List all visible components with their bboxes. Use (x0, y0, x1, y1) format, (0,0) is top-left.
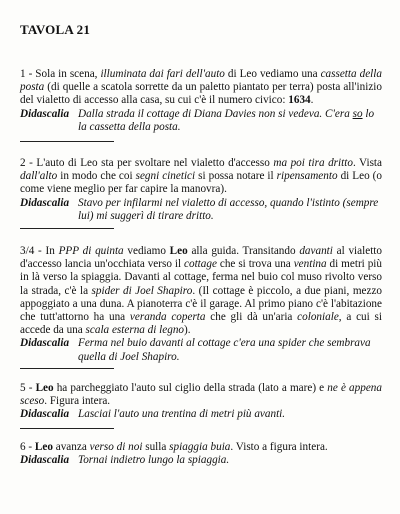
didascalia-label: Didascalia (20, 454, 70, 467)
text-run: sulla (142, 441, 170, 453)
text-run: (di quelle a scatola sorrette da un paletto piantato per terra) posta all'inizio del vialetto di accesso alla casa, su cui c'è il numero civico: (20, 81, 382, 107)
text-run: . Figura intera. (44, 395, 111, 408)
didascalia-text (78, 337, 382, 363)
text-run: 2 - L'auto di Leo sta per svoltare nel vialetto d'accesso (20, 157, 274, 169)
text-run: si possa notare il (195, 170, 277, 183)
text-run: spider di Joel Shapiro (91, 284, 193, 297)
text-run: Ferma nel buio davanti al cottage c'era una spider che sembrava quella di Joel Shapiro. (78, 337, 371, 363)
text-run: vediamo (123, 245, 170, 257)
text-run: . Vista (352, 157, 382, 169)
text-run: avanza (52, 441, 90, 453)
text-run: cottage (184, 258, 217, 271)
text-run: Stavo per infilarmi nel vialetto di accesso, quando l'istinto (sempre lui) mi suggerì di tirare dritto. (78, 196, 379, 222)
scene-1 (20, 68, 382, 134)
text-run: segni cinetici (135, 170, 196, 183)
text-run: Lasciai l'auto una trentina di metri più avanti. (78, 408, 286, 421)
text-run: Leo (169, 245, 188, 257)
text-run: di Leo vediamo una (224, 68, 321, 80)
scene-2 (20, 157, 382, 223)
text-run: . (310, 94, 314, 107)
scene-3-4 (20, 245, 382, 364)
separator-line (20, 228, 114, 229)
scene-5 (20, 382, 382, 422)
scene-6-text (20, 441, 382, 454)
text-run: di Leo (o come viene meglio per far capire la manovra). (20, 170, 382, 196)
didascalia-label: Didascalia (20, 408, 70, 421)
text-run: . (Il cottage è piccolo, a due piani, mezzo appoggiato a una duna. A pianoterra c'è il garage. Al primo piano c'è l'abitazione che tutt'attorno ha una (20, 284, 383, 324)
separator-line (20, 141, 114, 142)
text-run: ma poi tira dritto (273, 157, 353, 169)
text-run: spiaggia buia (169, 441, 231, 453)
scene-5-didascalia (20, 408, 382, 421)
text-run: Tornai indietro lungo la spiaggia. (78, 454, 230, 467)
text-run: 3/4 - In (20, 245, 59, 257)
didascalia-label: Didascalia (20, 107, 70, 120)
didascalia-text (78, 454, 382, 467)
scene-3-4-didascalia (20, 337, 382, 363)
scene-5-text (20, 382, 382, 408)
text-run: di metri più in là verso la spiaggia. Davanti al cottage, ferma nel buio col muso rivolto verso la strada, c'è la (20, 258, 382, 297)
text-run: che si trova una (216, 258, 294, 271)
text-run: 6 - (20, 441, 35, 453)
text-run: ne è appena sceso (20, 382, 382, 408)
didascalia-label: Didascalia (20, 196, 70, 209)
scene-2-text (20, 157, 382, 197)
text-run: al vialetto d'accesso lancia un'occhiata verso il (20, 245, 383, 271)
scene-2-didascalia (20, 197, 382, 223)
scene-1-text (20, 68, 382, 108)
text-run: veranda coperta (129, 311, 206, 324)
text-run: ripensamento (276, 170, 338, 183)
text-run: PPP di quinta (58, 245, 124, 257)
didascalia-text (78, 197, 382, 223)
didascalia-label: Didascalia (20, 337, 70, 350)
didascalia-text (78, 108, 382, 134)
text-run: ha parcheggiato l'auto sul ciglio della strada (lato a mare) e (53, 382, 328, 394)
text-run: alla guida. Transitando (187, 245, 300, 257)
scene-6 (20, 441, 382, 467)
text-run: in modo che coi (57, 170, 136, 183)
text-run: illuminata dai fari dell'auto (100, 68, 225, 80)
page-title: TAVOLA 21 (20, 22, 91, 37)
text-run: che gli dà un'aria (205, 311, 298, 324)
text-run: so (352, 107, 363, 120)
text-run: 1 - Sola in scena, (20, 68, 101, 80)
text-run: Leo (34, 441, 53, 453)
text-run: coloniale (297, 311, 339, 324)
text-run: verso di noi (89, 441, 143, 453)
text-run: cassetta della posta (20, 68, 382, 94)
text-run: ). (184, 324, 191, 337)
text-run: 1634 (288, 94, 311, 107)
text-run: lo la cassetta della posta. (78, 107, 375, 133)
scene-3-4-text (20, 245, 382, 337)
text-run: Dalla strada il cottage di Diana Davies non si vedeva. C'era (78, 107, 353, 120)
text-run: , a cui si accede da una (20, 311, 382, 337)
text-run: Leo (35, 382, 54, 394)
text-run: davanti (299, 245, 333, 257)
text-run: . Visto a figura intera. (230, 441, 328, 453)
scene-6-didascalia (20, 454, 382, 467)
separator-line (20, 368, 114, 369)
scene-1-didascalia (20, 108, 382, 134)
didascalia-text (78, 408, 382, 421)
text-run: dall'alto (20, 170, 58, 183)
text-run: 5 - (20, 382, 36, 394)
text-run: scala esterna di legno (85, 324, 185, 337)
text-run: ventina (293, 258, 327, 271)
separator-line (20, 428, 114, 429)
